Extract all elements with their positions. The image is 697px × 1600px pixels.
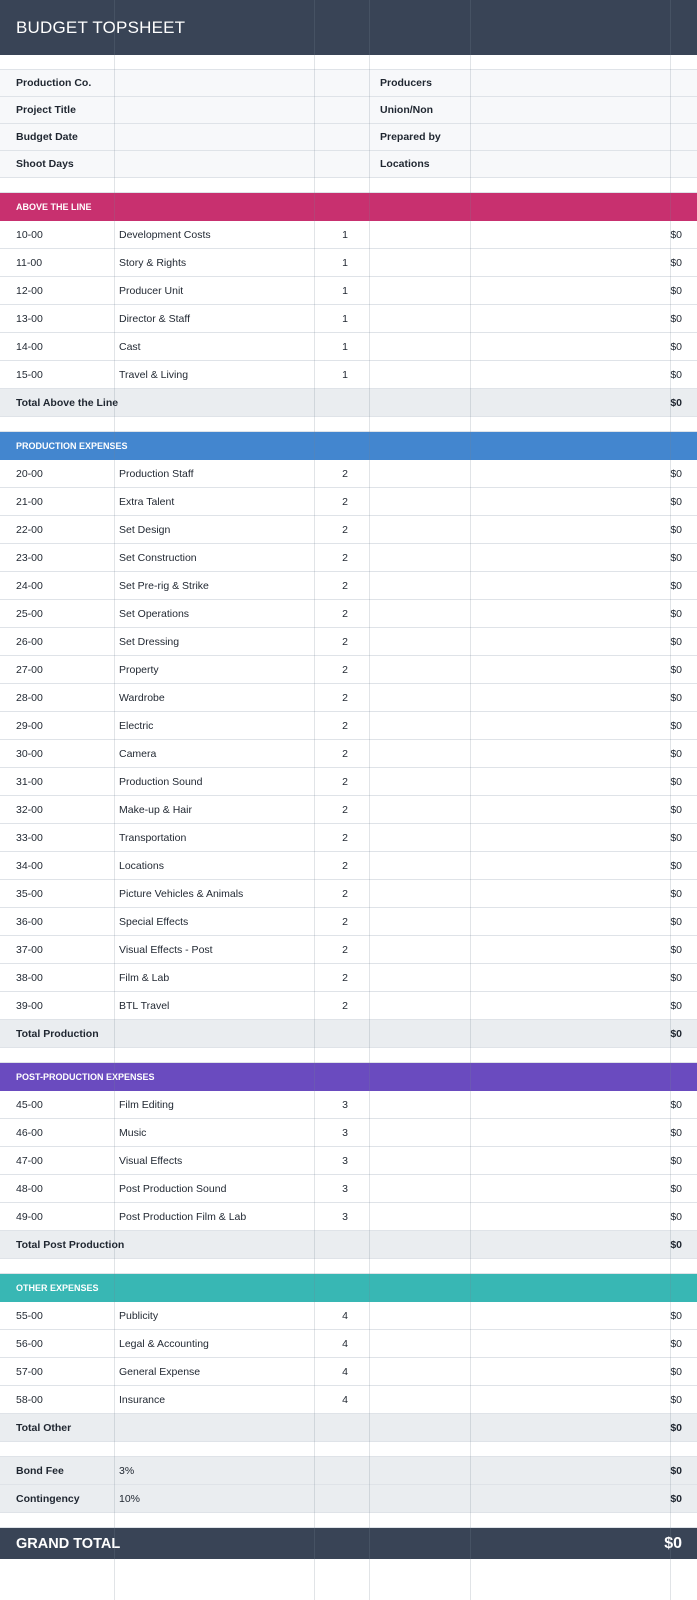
account-name: Property (119, 663, 159, 676)
line-item-row[interactable] (0, 516, 697, 544)
account-name: Insurance (119, 1393, 166, 1406)
section-header-post_production (0, 1063, 697, 1091)
line-amount: $0 (670, 971, 682, 984)
section-total-row (0, 389, 697, 417)
reference-number: 1 (342, 284, 348, 297)
account-name: Visual Effects (119, 1154, 183, 1167)
info-row-production-co (0, 70, 697, 97)
line-amount: $0 (670, 1337, 682, 1350)
reference-number: 4 (342, 1309, 348, 1322)
reference-number: 4 (342, 1337, 348, 1350)
reference-number: 1 (342, 368, 348, 381)
info-value-cell[interactable] (119, 70, 314, 96)
fee-label: Contingency (16, 1492, 80, 1505)
line-amount: $0 (670, 887, 682, 900)
info-value-cell[interactable] (480, 70, 682, 96)
info-label: Production Co. (16, 77, 92, 89)
grand-total-row (0, 1528, 697, 1559)
line-amount: $0 (670, 999, 682, 1012)
line-item-row[interactable] (0, 1330, 697, 1358)
reference-number: 2 (342, 831, 348, 844)
account-code: 30-00 (16, 747, 43, 760)
reference-number: 2 (342, 719, 348, 732)
account-code: 55-00 (16, 1309, 43, 1322)
reference-number: 2 (342, 635, 348, 648)
account-name: Wardrobe (119, 691, 165, 704)
account-name: Set Operations (119, 607, 190, 620)
reference-number: 2 (342, 747, 348, 760)
total-label: Total Above the Line (16, 396, 119, 409)
account-name: Legal & Accounting (119, 1337, 209, 1350)
line-item-row[interactable] (0, 796, 697, 824)
fee-rate[interactable]: 10% (119, 1492, 141, 1505)
grand-total-amount: $0 (664, 1534, 682, 1552)
account-name: Publicity (119, 1309, 159, 1322)
reference-number: 2 (342, 775, 348, 788)
line-amount: $0 (670, 256, 682, 269)
reference-number: 2 (342, 887, 348, 900)
section-total-row (0, 1020, 697, 1048)
line-amount: $0 (670, 551, 682, 564)
account-code: 36-00 (16, 915, 43, 928)
line-amount: $0 (670, 495, 682, 508)
account-code: 28-00 (16, 691, 43, 704)
line-item-row[interactable] (0, 249, 697, 277)
info-value-cell[interactable] (119, 97, 314, 123)
info-label: Project Title (16, 104, 76, 116)
account-name: BTL Travel (119, 999, 170, 1012)
account-name: Picture Vehicles & Animals (119, 887, 244, 900)
line-amount: $0 (670, 1126, 682, 1139)
account-name: Set Design (119, 523, 171, 536)
info-label: Locations (380, 158, 430, 170)
line-item-row[interactable] (0, 333, 697, 361)
account-code: 23-00 (16, 551, 43, 564)
total-amount: $0 (670, 1421, 682, 1434)
account-code: 21-00 (16, 495, 43, 508)
account-name: Set Pre-rig & Strike (119, 579, 209, 592)
info-row-project-title (0, 97, 697, 124)
line-item-row[interactable] (0, 1203, 697, 1231)
budget-sections (0, 193, 697, 1457)
account-code: 15-00 (16, 368, 43, 381)
line-item-row[interactable] (0, 684, 697, 712)
info-label: Union/Non (380, 104, 434, 116)
line-item-row[interactable] (0, 908, 697, 936)
fee-amount: $0 (670, 1492, 682, 1505)
account-code: 24-00 (16, 579, 43, 592)
line-item-row[interactable] (0, 712, 697, 740)
account-name: General Expense (119, 1365, 201, 1378)
spacer-row (0, 1442, 697, 1457)
info-label: Producers (380, 77, 432, 89)
line-amount: $0 (670, 607, 682, 620)
line-item-row[interactable] (0, 628, 697, 656)
account-code: 32-00 (16, 803, 43, 816)
account-code: 26-00 (16, 635, 43, 648)
spacer-row (0, 178, 697, 193)
line-item-row[interactable] (0, 852, 697, 880)
account-name: Story & Rights (119, 256, 187, 269)
reference-number: 2 (342, 523, 348, 536)
account-code: 22-00 (16, 523, 43, 536)
account-name: Transportation (119, 831, 187, 844)
reference-number: 2 (342, 495, 348, 508)
account-name: Extra Talent (119, 495, 175, 508)
reference-number: 2 (342, 579, 348, 592)
account-code: 47-00 (16, 1154, 43, 1167)
line-item-row[interactable] (0, 1091, 697, 1119)
line-amount: $0 (670, 228, 682, 241)
bond-fee-row (0, 1457, 697, 1485)
info-value-cell[interactable] (119, 124, 314, 150)
account-name: Producer Unit (119, 284, 184, 297)
account-name: Special Effects (119, 915, 189, 928)
account-code: 29-00 (16, 719, 43, 732)
spacer-row (0, 1048, 697, 1063)
line-item-row[interactable] (0, 305, 697, 333)
account-name: Film & Lab (119, 971, 170, 984)
reference-number: 4 (342, 1393, 348, 1406)
line-amount: $0 (670, 775, 682, 788)
section-header-production (0, 432, 697, 460)
account-code: 11-00 (16, 256, 43, 269)
line-item-row[interactable] (0, 936, 697, 964)
reference-number: 2 (342, 943, 348, 956)
line-amount: $0 (670, 1182, 682, 1195)
line-amount: $0 (670, 1365, 682, 1378)
reference-number: 2 (342, 663, 348, 676)
total-amount: $0 (670, 396, 682, 409)
line-amount: $0 (670, 579, 682, 592)
line-amount: $0 (670, 467, 682, 480)
info-row-budget-date (0, 124, 697, 151)
section-title: OTHER EXPENSES (16, 1283, 99, 1293)
header-bar (0, 0, 697, 55)
line-item-row[interactable] (0, 1119, 697, 1147)
reference-number: 2 (342, 859, 348, 872)
account-name: Make-up & Hair (119, 803, 192, 816)
account-name: Post Production Sound (119, 1182, 227, 1195)
line-amount: $0 (670, 663, 682, 676)
account-code: 49-00 (16, 1210, 43, 1223)
reference-number: 2 (342, 691, 348, 704)
spacer-row (0, 1513, 697, 1528)
section-header-other (0, 1274, 697, 1302)
info-label: Shoot Days (16, 158, 74, 170)
line-amount: $0 (670, 1210, 682, 1223)
account-code: 13-00 (16, 312, 43, 325)
account-code: 12-00 (16, 284, 43, 297)
account-code: 25-00 (16, 607, 43, 620)
info-value-cell[interactable] (480, 124, 682, 150)
section-title: PRODUCTION EXPENSES (16, 441, 128, 451)
line-amount: $0 (670, 340, 682, 353)
reference-number: 2 (342, 803, 348, 816)
line-item-row[interactable] (0, 1302, 697, 1330)
account-name: Music (119, 1126, 147, 1139)
line-item-row[interactable] (0, 1175, 697, 1203)
fee-rate[interactable]: 3% (119, 1464, 135, 1477)
total-label: Total Other (16, 1421, 72, 1434)
account-name: Cast (119, 340, 141, 353)
account-code: 37-00 (16, 943, 43, 956)
spacer-row (0, 55, 697, 70)
page-title: BUDGET TOPSHEET (16, 17, 186, 37)
account-code: 14-00 (16, 340, 43, 353)
line-amount: $0 (670, 831, 682, 844)
line-amount: $0 (670, 747, 682, 760)
line-amount: $0 (670, 719, 682, 732)
spacer-row (0, 417, 697, 432)
line-amount: $0 (670, 943, 682, 956)
line-item-row[interactable] (0, 824, 697, 852)
reference-number: 2 (342, 467, 348, 480)
account-name: Director & Staff (119, 312, 190, 325)
account-name: Visual Effects - Post (119, 943, 213, 956)
line-amount: $0 (670, 635, 682, 648)
section-total-row (0, 1231, 697, 1259)
line-item-row[interactable] (0, 221, 697, 249)
reference-number: 2 (342, 551, 348, 564)
reference-number: 4 (342, 1365, 348, 1378)
reference-number: 3 (342, 1154, 348, 1167)
account-code: 31-00 (16, 775, 43, 788)
line-item-row[interactable] (0, 964, 697, 992)
line-item-row[interactable] (0, 1386, 697, 1414)
line-amount: $0 (670, 1309, 682, 1322)
account-code: 27-00 (16, 663, 43, 676)
account-code: 38-00 (16, 971, 43, 984)
account-name: Locations (119, 859, 164, 872)
fee-amount: $0 (670, 1464, 682, 1477)
line-amount: $0 (670, 312, 682, 325)
reference-number: 3 (342, 1098, 348, 1111)
line-item-row[interactable] (0, 768, 697, 796)
reference-number: 2 (342, 915, 348, 928)
line-item-row[interactable] (0, 544, 697, 572)
reference-number: 3 (342, 1126, 348, 1139)
section-header-above_the_line (0, 193, 697, 221)
account-code: 58-00 (16, 1393, 43, 1406)
reference-number: 1 (342, 340, 348, 353)
line-item-row[interactable] (0, 600, 697, 628)
reference-number: 2 (342, 607, 348, 620)
account-name: Camera (119, 747, 157, 760)
account-name: Production Sound (119, 775, 203, 788)
line-item-row[interactable] (0, 488, 697, 516)
spacer-row (0, 1259, 697, 1274)
total-label: Total Post Production (16, 1238, 125, 1251)
reference-number: 1 (342, 256, 348, 269)
reference-number: 1 (342, 312, 348, 325)
total-label: Total Production (16, 1027, 99, 1040)
section-title: ABOVE THE LINE (16, 202, 92, 212)
account-code: 48-00 (16, 1182, 43, 1195)
line-amount: $0 (670, 368, 682, 381)
line-item-row[interactable] (0, 460, 697, 488)
account-name: Post Production Film & Lab (119, 1210, 247, 1223)
account-code: 56-00 (16, 1337, 43, 1350)
account-code: 57-00 (16, 1365, 43, 1378)
reference-number: 3 (342, 1182, 348, 1195)
info-label: Budget Date (16, 131, 78, 143)
info-label: Prepared by (380, 131, 441, 143)
reference-number: 3 (342, 1210, 348, 1223)
line-amount: $0 (670, 284, 682, 297)
account-code: 10-00 (16, 228, 43, 241)
account-name: Development Costs (119, 228, 211, 241)
line-amount: $0 (670, 691, 682, 704)
info-value-cell[interactable] (480, 151, 682, 177)
line-amount: $0 (670, 523, 682, 536)
line-item-row[interactable] (0, 361, 697, 389)
line-item-row[interactable] (0, 656, 697, 684)
line-item-row[interactable] (0, 992, 697, 1020)
account-code: 34-00 (16, 859, 43, 872)
total-amount: $0 (670, 1238, 682, 1251)
line-amount: $0 (670, 1154, 682, 1167)
info-row-shoot-days (0, 151, 697, 178)
line-amount: $0 (670, 915, 682, 928)
line-item-row[interactable] (0, 277, 697, 305)
account-code: 39-00 (16, 999, 43, 1012)
account-code: 45-00 (16, 1098, 43, 1111)
section-title: POST-PRODUCTION EXPENSES (16, 1072, 155, 1082)
total-amount: $0 (670, 1027, 682, 1040)
line-item-row[interactable] (0, 572, 697, 600)
line-item-row[interactable] (0, 740, 697, 768)
reference-number: 1 (342, 228, 348, 241)
account-code: 33-00 (16, 831, 43, 844)
account-name: Travel & Living (119, 368, 189, 381)
line-amount: $0 (670, 859, 682, 872)
section-total-row (0, 1414, 697, 1442)
info-value-cell[interactable] (119, 151, 314, 177)
line-item-row[interactable] (0, 1358, 697, 1386)
fee-label: Bond Fee (16, 1464, 64, 1477)
grand-total-label: GRAND TOTAL (16, 1535, 121, 1552)
account-name: Electric (119, 719, 154, 732)
account-name: Film Editing (119, 1098, 174, 1111)
reference-number: 2 (342, 999, 348, 1012)
line-amount: $0 (670, 803, 682, 816)
account-name: Production Staff (119, 467, 194, 480)
reference-number: 2 (342, 971, 348, 984)
line-amount: $0 (670, 1393, 682, 1406)
info-value-cell[interactable] (480, 97, 682, 123)
account-code: 20-00 (16, 467, 43, 480)
line-amount: $0 (670, 1098, 682, 1111)
account-code: 35-00 (16, 887, 43, 900)
line-item-row[interactable] (0, 1147, 697, 1175)
account-code: 46-00 (16, 1126, 43, 1139)
contingency-row (0, 1485, 697, 1513)
account-name: Set Dressing (119, 635, 180, 648)
line-item-row[interactable] (0, 880, 697, 908)
account-name: Set Construction (119, 551, 197, 564)
